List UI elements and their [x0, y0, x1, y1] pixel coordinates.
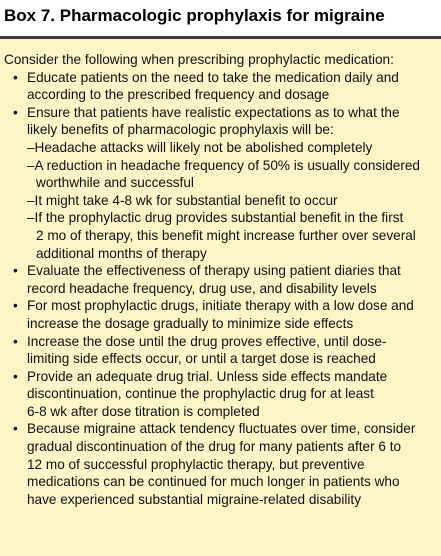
list-item-line: Ensure that patients have realistic expectations as to what the [27, 104, 400, 120]
bullet-icon: • [13, 263, 18, 279]
list-item-line: likely benefits of pharmacologic prophylaxis will be: [27, 122, 334, 138]
sub-item-line: –It might take 4-8 wk for substantial benefit to occur [27, 192, 338, 208]
bullet-icon: • [13, 69, 18, 85]
bullet-icon: • [13, 333, 18, 349]
content-box [0, 39, 441, 556]
sub-item-line: 2 mo of therapy, this benefit might increase further over several [36, 227, 416, 243]
list-item-line: increase the dosage gradually to minimize side effects [27, 315, 354, 331]
sub-list-item [4, 209, 437, 262]
sub-list-item [4, 157, 437, 192]
list-item-line: Because migraine attack tendency fluctuates over time, consider [27, 421, 416, 437]
list-item-line: gradual discontinuation of the drug for many patients after 6 to [27, 439, 402, 455]
list-item-line: Educate patients on the need to take the medication daily and [27, 69, 399, 85]
list-item-line: discontinuation, continue the prophylactic drug for at least [27, 386, 374, 402]
list-item [4, 368, 437, 421]
list-item-line: Increase the dose until the drug proves effective, until dose- [27, 333, 387, 349]
list-item-line: 6-8 wk after dose titration is completed [27, 403, 260, 419]
sub-item-line: –Headache attacks will likely not be abolished completely [27, 139, 373, 155]
sub-item-line: additional months of therapy [36, 245, 207, 261]
list-item [4, 262, 437, 297]
list-item-line: have experienced substantial migraine-related disability [27, 491, 361, 507]
intro-text: Consider the following when prescribing prophylactic medication: [4, 52, 394, 67]
list-item-line: Evaluate the effectiveness of therapy using patient diaries that [27, 263, 401, 279]
bullet-icon: • [13, 368, 18, 384]
list-item-line: For most prophylactic drugs, initiate therapy with a low dose and [27, 298, 414, 314]
list-item [4, 69, 437, 104]
list-item-line: medications can be continued for much longer in patients who [27, 474, 400, 490]
sub-list-item [4, 192, 437, 210]
list-item [4, 104, 437, 139]
list-item [4, 420, 437, 508]
list-item-line: record headache frequency, drug use, and disability levels [27, 280, 377, 296]
sub-list-item [4, 139, 437, 157]
sub-item-line: –If the prophylactic drug provides substantial benefit in the first [27, 210, 404, 226]
box-title: Box 7. Pharmacologic prophylaxis for migraine [0, 0, 441, 37]
bullet-icon: • [13, 104, 18, 120]
sub-item-line: worthwhile and successful [36, 175, 194, 191]
bullet-icon: • [13, 421, 18, 437]
list-item [4, 297, 437, 332]
list-item [4, 333, 437, 368]
bullet-icon: • [13, 298, 18, 314]
sub-item-line: –A reduction in headache frequency of 50% is usually considered [27, 157, 420, 173]
list-item-line: limiting side effects occur, or until a target dose is reached [27, 351, 376, 367]
list-item-line: according to the prescribed frequency and dosage [27, 87, 330, 103]
list-item-line: Provide an adequate drug trial. Unless side effects mandate [27, 368, 388, 384]
list-item-line: 12 mo of successful prophylactic therapy, but preventive [27, 456, 365, 472]
